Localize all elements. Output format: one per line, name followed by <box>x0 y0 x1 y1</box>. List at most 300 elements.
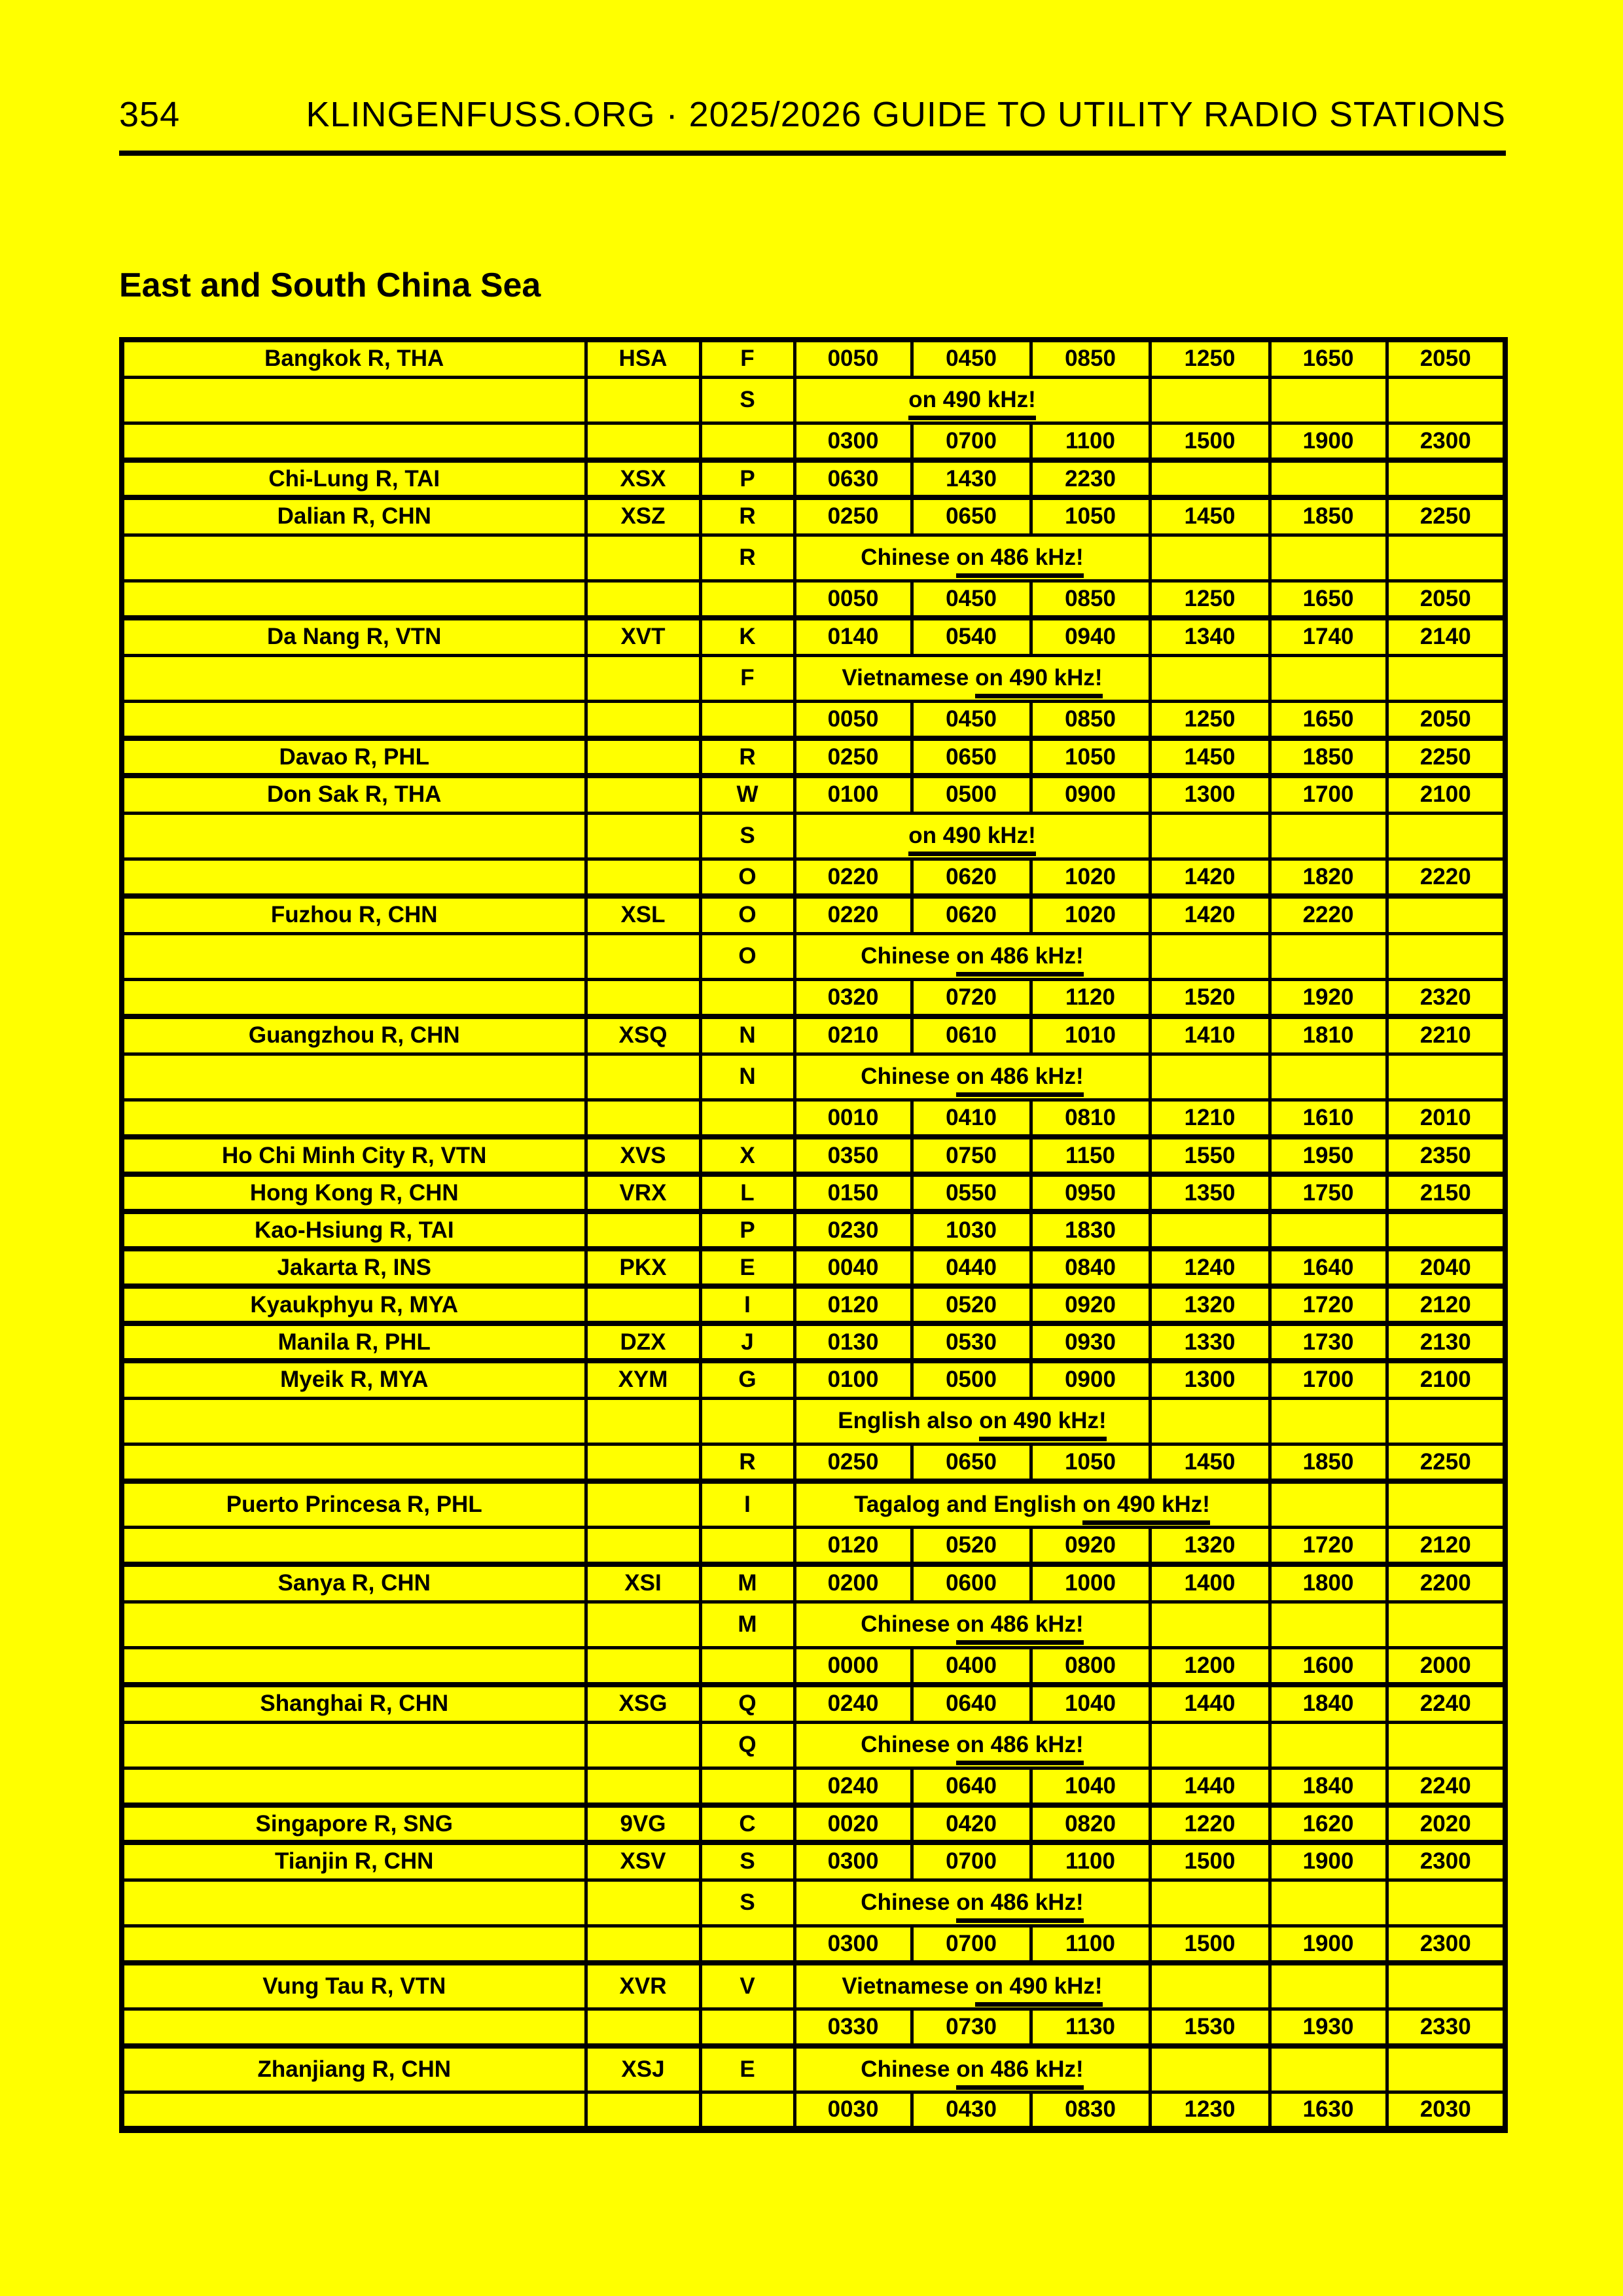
time-cell: 1900 <box>1270 1926 1387 1963</box>
note-prefix-text: Vietnamese <box>842 1973 976 1999</box>
time-cell: 0300 <box>794 423 912 460</box>
station-name-cell <box>122 2009 586 2046</box>
time-cell <box>1150 1602 1270 1647</box>
callsign-cell <box>586 933 700 979</box>
table-row <box>122 1323 1505 1361</box>
station-name-cell <box>122 1054 586 1100</box>
time-cell: 1040 <box>1031 1768 1150 1805</box>
time-cell <box>1150 655 1270 701</box>
time-cell: 0850 <box>1031 340 1150 377</box>
time-cell <box>1387 377 1505 423</box>
station-name-cell: Kao-Hsiung R, TAI <box>122 1211 586 1249</box>
time-cell: 1630 <box>1270 2092 1387 2129</box>
time-cell <box>1270 1602 1387 1647</box>
time-cell: 1800 <box>1270 1564 1387 1602</box>
callsign-cell: XSI <box>586 1564 700 1602</box>
note-prefix-text: Chinese <box>861 2056 957 2082</box>
time-cell: 1050 <box>1031 738 1150 776</box>
time-cell: 1450 <box>1150 497 1270 535</box>
time-cell: 1520 <box>1150 979 1270 1016</box>
callsign-cell: XSX <box>586 460 700 497</box>
time-cell: 1600 <box>1270 1647 1387 1685</box>
schedule-letter-cell <box>700 1100 794 1137</box>
callsign-cell <box>586 1880 700 1926</box>
time-cell: 0600 <box>912 1564 1031 1602</box>
time-cell: 0240 <box>794 1685 912 1722</box>
time-cell: 0050 <box>794 701 912 738</box>
table-row <box>122 460 1505 497</box>
time-cell <box>1387 1398 1505 1444</box>
time-cell <box>1150 1054 1270 1100</box>
note-prefix-text: Chinese <box>861 1064 957 1089</box>
table-row <box>122 618 1505 655</box>
time-cell: 0840 <box>1031 1249 1150 1286</box>
time-cell: 0700 <box>912 1842 1031 1880</box>
callsign-cell <box>586 1926 700 1963</box>
time-cell: 1340 <box>1150 618 1270 655</box>
schedule-letter-cell: K <box>700 618 794 655</box>
time-cell: 0610 <box>912 1016 1031 1054</box>
table-row <box>122 1805 1505 1842</box>
time-cell: 0640 <box>912 1768 1031 1805</box>
station-name-cell: Myeik R, MYA <box>122 1361 586 1398</box>
schedule-letter-cell: R <box>700 738 794 776</box>
time-cell: 0130 <box>794 1323 912 1361</box>
table-row <box>122 813 1505 859</box>
time-cell: 2250 <box>1387 738 1505 776</box>
schedule-letter-cell: N <box>700 1016 794 1054</box>
schedule-letter-cell: F <box>700 340 794 377</box>
station-name-cell <box>122 1768 586 1805</box>
time-cell: 2030 <box>1387 2092 1505 2129</box>
callsign-cell <box>586 1602 700 1647</box>
station-name-cell: Bangkok R, THA <box>122 340 586 377</box>
time-cell <box>1150 933 1270 979</box>
time-cell: 1440 <box>1150 1685 1270 1722</box>
callsign-cell <box>586 423 700 460</box>
callsign-cell <box>586 1444 700 1481</box>
station-name-cell <box>122 859 586 896</box>
time-cell: 0250 <box>794 738 912 776</box>
time-cell: 2040 <box>1387 1249 1505 1286</box>
time-cell <box>1150 377 1270 423</box>
callsign-cell <box>586 2092 700 2129</box>
table-row <box>122 1016 1505 1054</box>
time-cell: 1850 <box>1270 738 1387 776</box>
time-cell: 1250 <box>1150 701 1270 738</box>
schedule-letter-cell: M <box>700 1602 794 1647</box>
time-cell: 2350 <box>1387 1137 1505 1174</box>
schedule-letter-cell <box>700 1768 794 1805</box>
time-cell <box>1270 1722 1387 1768</box>
time-cell: 1610 <box>1270 1100 1387 1137</box>
time-cell: 1840 <box>1270 1768 1387 1805</box>
time-cell: 1640 <box>1270 1249 1387 1286</box>
station-name-cell: Vung Tau R, VTN <box>122 1963 586 2009</box>
time-cell: 1130 <box>1031 2009 1150 2046</box>
time-cell: 1830 <box>1031 1211 1150 1249</box>
station-name-cell <box>122 423 586 460</box>
time-cell: 0330 <box>794 2009 912 2046</box>
table-row <box>122 776 1505 813</box>
time-cell: 2300 <box>1387 1842 1505 1880</box>
time-cell: 1450 <box>1150 1444 1270 1481</box>
time-cell: 2240 <box>1387 1768 1505 1805</box>
schedule-letter-cell <box>700 2092 794 2129</box>
schedule-letter-cell <box>700 1398 794 1444</box>
time-cell: 0530 <box>912 1323 1031 1361</box>
time-cell: 1920 <box>1270 979 1387 1016</box>
time-cell: 2000 <box>1387 1647 1505 1685</box>
time-cell: 0050 <box>794 340 912 377</box>
time-cell: 0920 <box>1031 1527 1150 1564</box>
callsign-cell <box>586 2009 700 2046</box>
time-cell <box>1150 1963 1270 2009</box>
time-cell: 0140 <box>794 618 912 655</box>
schedule-letter-cell: W <box>700 776 794 813</box>
time-cell: 1730 <box>1270 1323 1387 1361</box>
callsign-cell <box>586 979 700 1016</box>
callsign-cell: DZX <box>586 1323 700 1361</box>
time-cell <box>1150 1880 1270 1926</box>
time-cell: 1000 <box>1031 1564 1150 1602</box>
callsign-cell <box>586 1100 700 1137</box>
station-name-cell <box>122 813 586 859</box>
time-cell: 0430 <box>912 2092 1031 2129</box>
time-cell: 0950 <box>1031 1174 1150 1211</box>
time-cell <box>1150 813 1270 859</box>
time-cell: 0120 <box>794 1286 912 1323</box>
schedule-letter-cell: N <box>700 1054 794 1100</box>
table-row <box>122 1054 1505 1100</box>
note-prefix-text: Chinese <box>861 545 957 570</box>
table-row <box>122 581 1505 618</box>
time-cell: 0300 <box>794 1842 912 1880</box>
time-cell: 0730 <box>912 2009 1031 2046</box>
schedule-table <box>119 337 1508 2133</box>
time-cell <box>1150 1398 1270 1444</box>
time-cell <box>1387 2046 1505 2092</box>
time-cell <box>1387 1963 1505 2009</box>
note-prefix-text: Chinese <box>861 1611 957 1637</box>
callsign-cell <box>586 1722 700 1768</box>
time-cell: 0100 <box>794 1361 912 1398</box>
time-cell: 1550 <box>1150 1137 1270 1174</box>
section-title: East and South China Sea <box>119 266 541 304</box>
time-cell: 0700 <box>912 423 1031 460</box>
table-row <box>122 933 1505 979</box>
callsign-cell <box>586 1527 700 1564</box>
time-cell: 2050 <box>1387 581 1505 618</box>
callsign-cell <box>586 1647 700 1685</box>
time-cell: 1100 <box>1031 1842 1150 1880</box>
time-cell: 1010 <box>1031 1016 1150 1054</box>
station-name-cell: Puerto Princesa R, PHL <box>122 1481 586 1527</box>
table-row <box>122 1926 1505 1963</box>
time-cell: 2140 <box>1387 618 1505 655</box>
schedule-letter-cell: I <box>700 1481 794 1527</box>
time-cell: 1240 <box>1150 1249 1270 1286</box>
time-cell <box>1387 535 1505 581</box>
time-cell: 1700 <box>1270 1361 1387 1398</box>
note-prefix-text: Chinese <box>861 1890 957 1915</box>
time-cell: 1100 <box>1031 423 1150 460</box>
time-cell: 0030 <box>794 2092 912 2129</box>
time-cell: 1300 <box>1150 1361 1270 1398</box>
time-cell: 2250 <box>1387 497 1505 535</box>
table-row <box>122 1527 1505 1564</box>
schedule-letter-cell <box>700 701 794 738</box>
time-cell: 0500 <box>912 1361 1031 1398</box>
table-row <box>122 1249 1505 1286</box>
time-cell: 2050 <box>1387 701 1505 738</box>
time-cell: 0830 <box>1031 2092 1150 2129</box>
time-cell: 0940 <box>1031 618 1150 655</box>
time-cell: 0250 <box>794 497 912 535</box>
time-cell: 2010 <box>1387 1100 1505 1137</box>
time-cell <box>1387 933 1505 979</box>
callsign-cell <box>586 813 700 859</box>
time-cell: 0120 <box>794 1527 912 1564</box>
time-cell: 1720 <box>1270 1527 1387 1564</box>
time-cell: 0450 <box>912 581 1031 618</box>
callsign-cell: 9VG <box>586 1805 700 1842</box>
schedule-letter-cell: Q <box>700 1722 794 1768</box>
time-cell: 0850 <box>1031 701 1150 738</box>
table-row <box>122 1361 1505 1398</box>
time-cell <box>1270 460 1387 497</box>
schedule-letter-cell: P <box>700 460 794 497</box>
time-cell: 2240 <box>1387 1685 1505 1722</box>
time-cell: 0500 <box>912 776 1031 813</box>
station-name-cell <box>122 701 586 738</box>
time-cell: 0540 <box>912 618 1031 655</box>
schedule-letter-cell <box>700 1926 794 1963</box>
schedule-letter-cell <box>700 1647 794 1685</box>
station-name-cell <box>122 1647 586 1685</box>
table-row <box>122 2046 1505 2092</box>
time-cell: 2130 <box>1387 1323 1505 1361</box>
station-name-cell <box>122 1880 586 1926</box>
time-cell: 1450 <box>1150 738 1270 776</box>
schedule-letter-cell: M <box>700 1564 794 1602</box>
broadcast-note-cell <box>794 813 1150 859</box>
time-cell <box>1270 1054 1387 1100</box>
time-cell: 0020 <box>794 1805 912 1842</box>
time-cell <box>1150 535 1270 581</box>
time-cell: 1050 <box>1031 1444 1150 1481</box>
time-cell: 2300 <box>1387 1926 1505 1963</box>
time-cell: 2220 <box>1387 859 1505 896</box>
table-row <box>122 535 1505 581</box>
time-cell: 2020 <box>1387 1805 1505 1842</box>
schedule-letter-cell: S <box>700 813 794 859</box>
time-cell: 0630 <box>794 460 912 497</box>
time-cell: 1410 <box>1150 1016 1270 1054</box>
schedule-letter-cell: V <box>700 1963 794 2009</box>
underlined-frequency-text: on 486 kHz! <box>956 2056 1084 2090</box>
table-row <box>122 1398 1505 1444</box>
time-cell <box>1150 460 1270 497</box>
time-cell: 0000 <box>794 1647 912 1685</box>
table-row <box>122 1768 1505 1805</box>
station-name-cell <box>122 1722 586 1768</box>
time-cell: 1810 <box>1270 1016 1387 1054</box>
table-row <box>122 2092 1505 2129</box>
station-name-cell <box>122 377 586 423</box>
time-cell <box>1150 1722 1270 1768</box>
time-cell: 0650 <box>912 497 1031 535</box>
time-cell: 1530 <box>1150 2009 1270 2046</box>
schedule-letter-cell: X <box>700 1137 794 1174</box>
time-cell: 0200 <box>794 1564 912 1602</box>
callsign-cell: VRX <box>586 1174 700 1211</box>
time-cell <box>1270 377 1387 423</box>
time-cell: 2150 <box>1387 1174 1505 1211</box>
time-cell: 1220 <box>1150 1805 1270 1842</box>
station-name-cell: Chi-Lung R, TAI <box>122 460 586 497</box>
time-cell: 1840 <box>1270 1685 1387 1722</box>
time-cell: 1440 <box>1150 1768 1270 1805</box>
time-cell: 1720 <box>1270 1286 1387 1323</box>
station-name-cell <box>122 1100 586 1137</box>
time-cell: 1050 <box>1031 497 1150 535</box>
time-cell: 1020 <box>1031 896 1150 933</box>
time-cell: 1500 <box>1150 1926 1270 1963</box>
station-name-cell: Zhanjiang R, CHN <box>122 2046 586 2092</box>
time-cell: 1320 <box>1150 1527 1270 1564</box>
schedule-letter-cell <box>700 581 794 618</box>
station-name-cell <box>122 979 586 1016</box>
station-name-cell <box>122 1527 586 1564</box>
time-cell <box>1387 1054 1505 1100</box>
table-row <box>122 655 1505 701</box>
table-row <box>122 1211 1505 1249</box>
time-cell: 0820 <box>1031 1805 1150 1842</box>
station-name-cell: Da Nang R, VTN <box>122 618 586 655</box>
callsign-cell: XSV <box>586 1842 700 1880</box>
time-cell: 1040 <box>1031 1685 1150 1722</box>
station-name-cell: Singapore R, SNG <box>122 1805 586 1842</box>
note-prefix-text: Chinese <box>861 943 957 969</box>
time-cell: 1650 <box>1270 340 1387 377</box>
table-row <box>122 1174 1505 1211</box>
schedule-letter-cell: O <box>700 859 794 896</box>
time-cell: 1500 <box>1150 423 1270 460</box>
station-name-cell: Dalian R, CHN <box>122 497 586 535</box>
time-cell <box>1270 2046 1387 2092</box>
underlined-frequency-text: on 490 kHz! <box>979 1408 1107 1441</box>
callsign-cell: XVT <box>586 618 700 655</box>
time-cell: 0220 <box>794 896 912 933</box>
table-row <box>122 2009 1505 2046</box>
page-number: 354 <box>119 95 181 134</box>
time-cell: 1420 <box>1150 859 1270 896</box>
schedule-letter-cell: R <box>700 535 794 581</box>
time-cell: 2120 <box>1387 1286 1505 1323</box>
time-cell: 0040 <box>794 1249 912 1286</box>
time-cell: 1930 <box>1270 2009 1387 2046</box>
time-cell: 1030 <box>912 1211 1031 1249</box>
table-row <box>122 1722 1505 1768</box>
broadcast-note-cell <box>794 1880 1150 1926</box>
time-cell: 1850 <box>1270 497 1387 535</box>
underlined-frequency-text: on 486 kHz! <box>956 1064 1084 1097</box>
time-cell: 1150 <box>1031 1137 1150 1174</box>
callsign-cell: XYM <box>586 1361 700 1398</box>
table-row <box>122 423 1505 460</box>
schedule-letter-cell: I <box>700 1286 794 1323</box>
time-cell: 0520 <box>912 1286 1031 1323</box>
time-cell: 2120 <box>1387 1527 1505 1564</box>
time-cell: 1400 <box>1150 1564 1270 1602</box>
broadcast-note-cell <box>794 1963 1150 2009</box>
schedule-letter-cell: S <box>700 377 794 423</box>
time-cell: 0250 <box>794 1444 912 1481</box>
table-row <box>122 896 1505 933</box>
time-cell: 0720 <box>912 979 1031 1016</box>
time-cell <box>1387 655 1505 701</box>
time-cell: 1430 <box>912 460 1031 497</box>
note-prefix-text: English also <box>838 1408 980 1433</box>
station-name-cell: Shanghai R, CHN <box>122 1685 586 1722</box>
underlined-frequency-text: on 486 kHz! <box>956 545 1084 578</box>
time-cell: 1900 <box>1270 423 1387 460</box>
time-cell <box>1150 1211 1270 1249</box>
station-name-cell <box>122 2092 586 2129</box>
callsign-cell <box>586 377 700 423</box>
schedule-letter-cell: R <box>700 1444 794 1481</box>
time-cell <box>1270 813 1387 859</box>
time-cell: 1740 <box>1270 618 1387 655</box>
station-name-cell: Sanya R, CHN <box>122 1564 586 1602</box>
time-cell: 1250 <box>1150 340 1270 377</box>
callsign-cell <box>586 1768 700 1805</box>
table-row <box>122 859 1505 896</box>
schedule-table-body <box>122 340 1505 2129</box>
callsign-cell: XSG <box>586 1685 700 1722</box>
time-cell <box>1270 1211 1387 1249</box>
time-cell: 0850 <box>1031 581 1150 618</box>
broadcast-note-cell <box>794 2046 1150 2092</box>
table-row <box>122 1647 1505 1685</box>
time-cell: 0350 <box>794 1137 912 1174</box>
callsign-cell <box>586 655 700 701</box>
time-cell: 2330 <box>1387 2009 1505 2046</box>
time-cell: 0450 <box>912 701 1031 738</box>
time-cell: 0620 <box>912 859 1031 896</box>
broadcast-note-cell <box>794 1398 1150 1444</box>
time-cell: 0520 <box>912 1527 1031 1564</box>
table-row <box>122 1880 1505 1926</box>
underlined-frequency-text: on 490 kHz! <box>1082 1492 1210 1525</box>
time-cell: 0750 <box>912 1137 1031 1174</box>
time-cell <box>1270 1398 1387 1444</box>
schedule-letter-cell: O <box>700 896 794 933</box>
time-cell: 0620 <box>912 896 1031 933</box>
callsign-cell <box>586 581 700 618</box>
callsign-cell <box>586 1054 700 1100</box>
station-name-cell: Tianjin R, CHN <box>122 1842 586 1880</box>
station-name-cell <box>122 535 586 581</box>
schedule-letter-cell <box>700 423 794 460</box>
schedule-letter-cell: Q <box>700 1685 794 1722</box>
time-cell <box>1387 896 1505 933</box>
time-cell <box>1270 933 1387 979</box>
callsign-cell: XVR <box>586 1963 700 2009</box>
time-cell: 2230 <box>1031 460 1150 497</box>
station-name-cell: Hong Kong R, CHN <box>122 1174 586 1211</box>
